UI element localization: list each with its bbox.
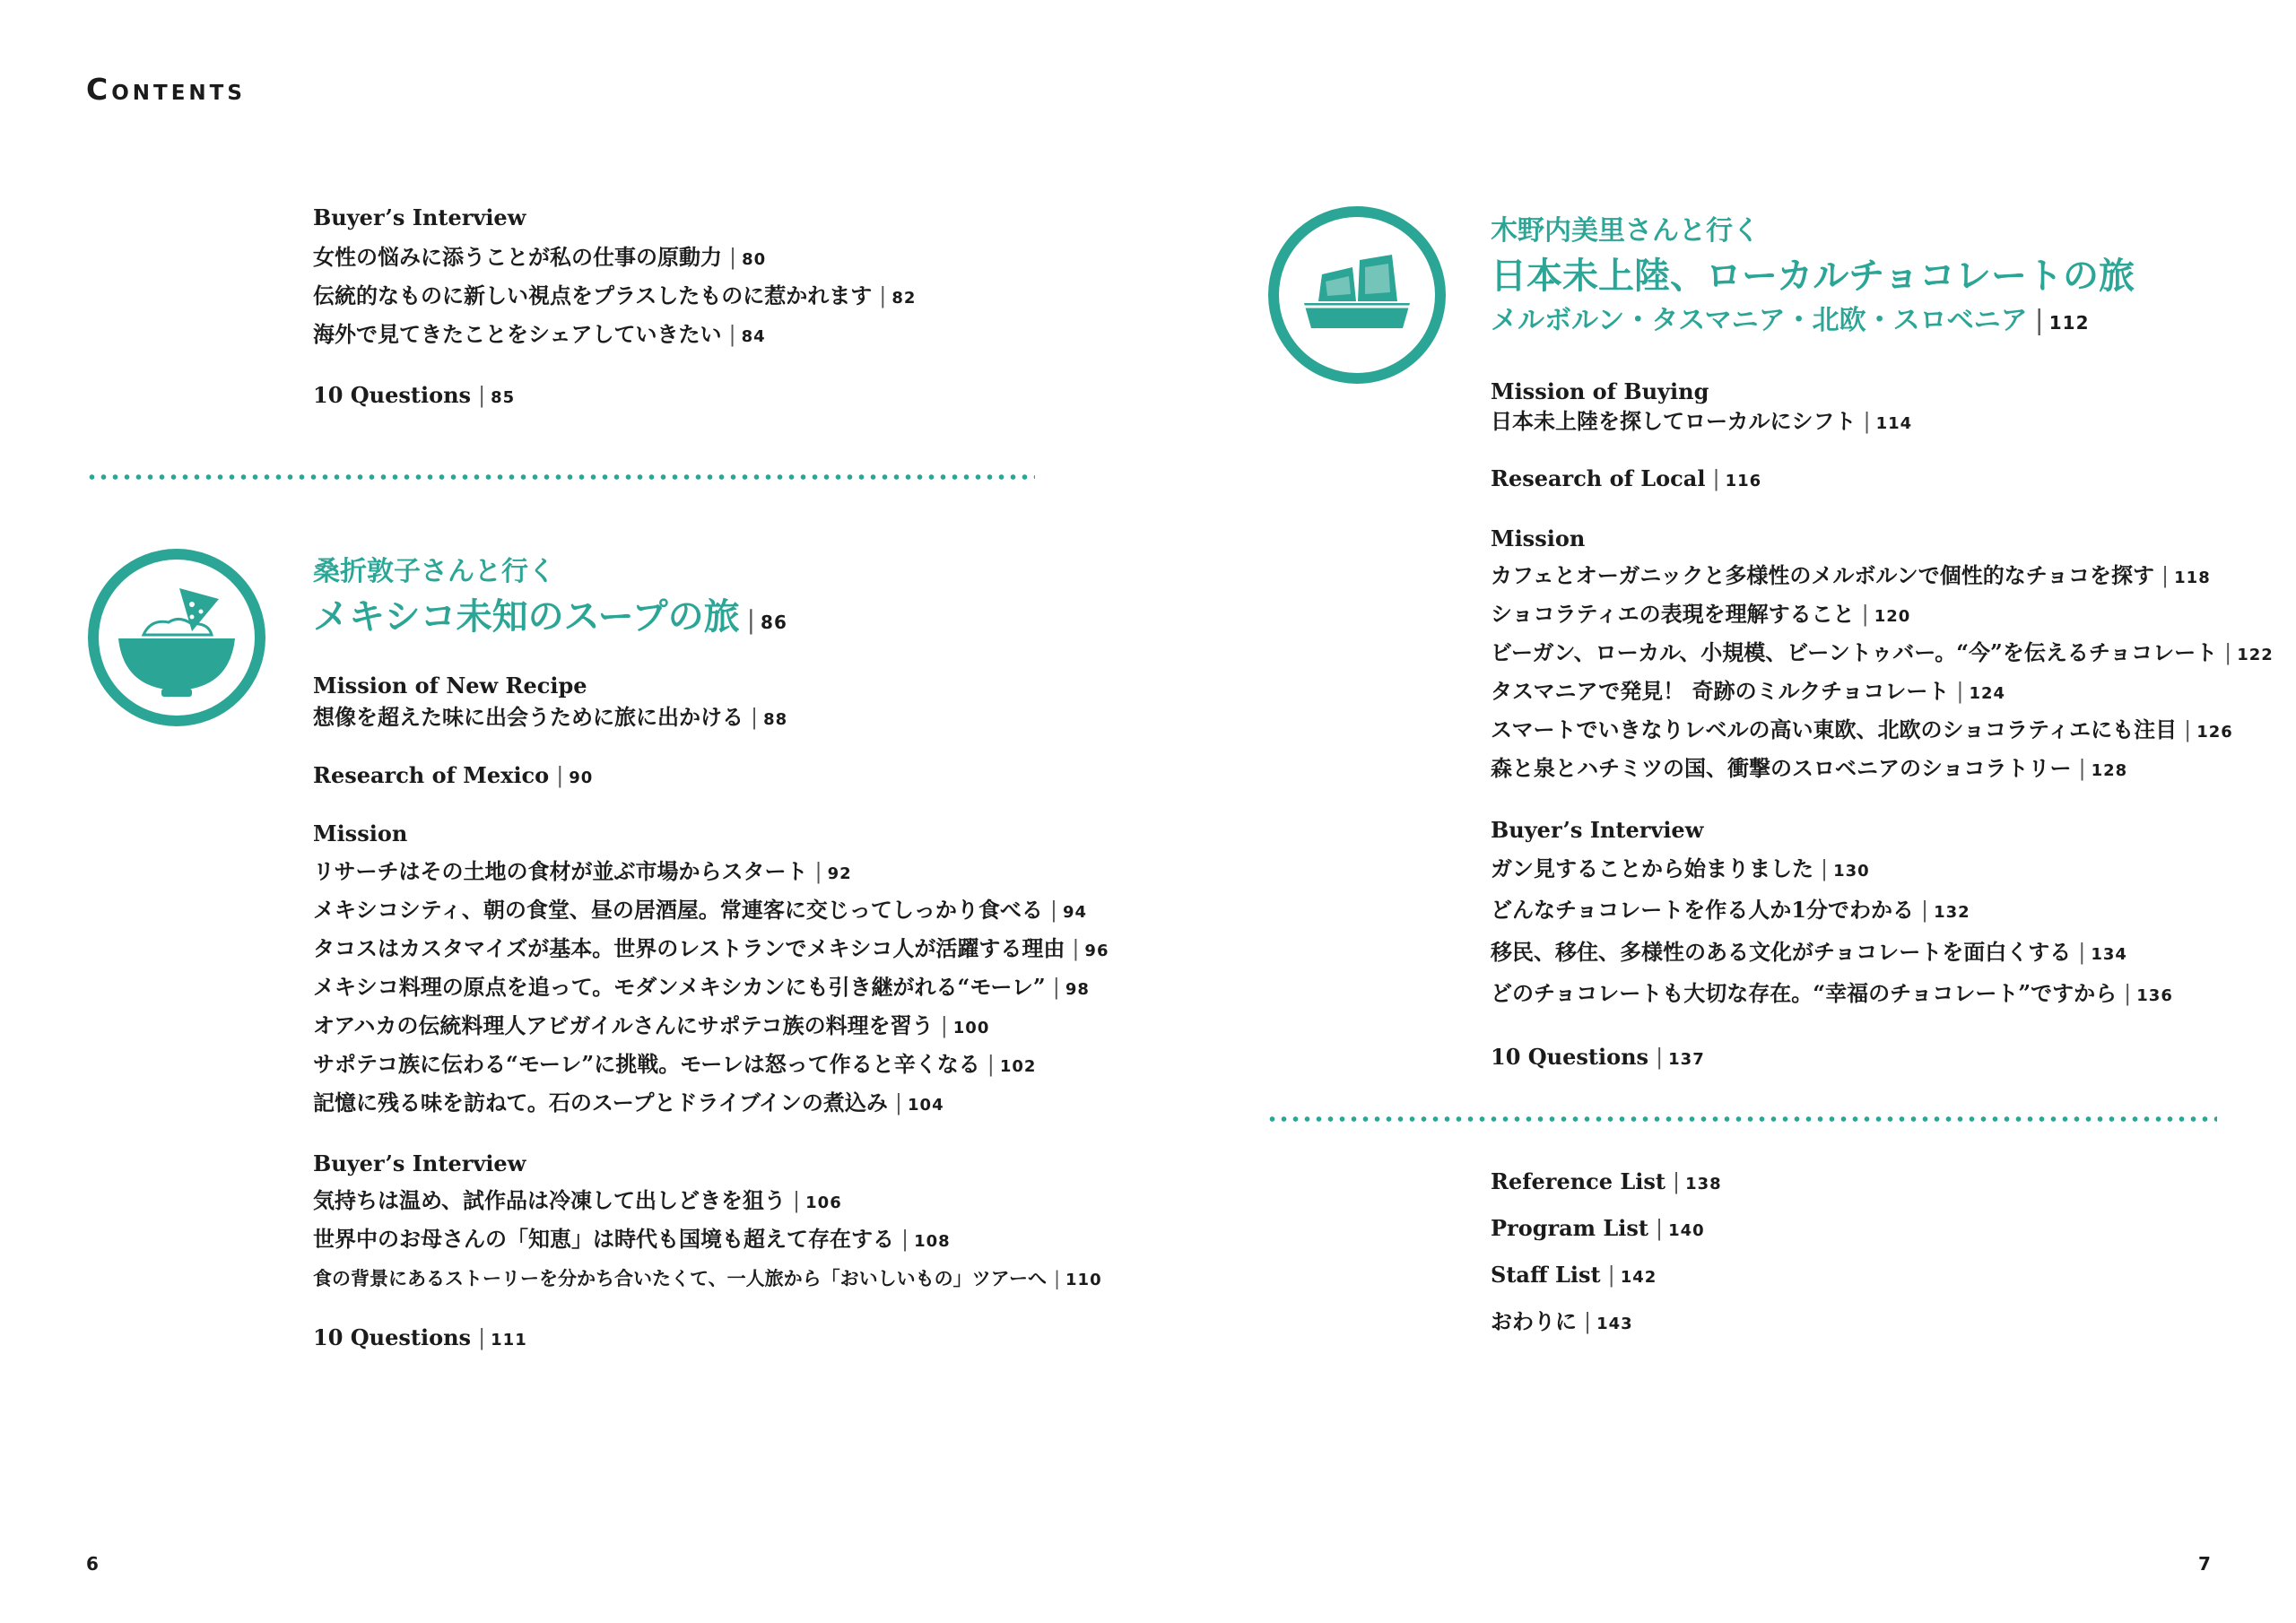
toc-entry[interactable]: 10 Questions | 137 bbox=[1491, 1044, 1705, 1070]
toc-entry[interactable]: Research of Local | 116 bbox=[1491, 465, 1762, 491]
mission-heading: Mission bbox=[1491, 525, 1586, 551]
toc-entry[interactable]: 女性の悩みに添うことが私の仕事の原動力 | 80 bbox=[313, 244, 767, 270]
toc-entry[interactable]: タコスはカスタマイズが基本。世界のレストランでメキシコ人が活躍する理由 | 96 bbox=[313, 935, 1109, 961]
toc-entry[interactable]: 食の背景にあるストーリーを分かち合いたくて、一人旅から「おいしいもの」ツアーへ | 110 bbox=[313, 1267, 1102, 1289]
toc-entry[interactable]: 気持ちは温め、試作品は冷凍して出しどきを狙う | 106 bbox=[313, 1187, 842, 1213]
toc-entry[interactable]: ショコラティエの表現を理解すること | 120 bbox=[1491, 601, 1911, 627]
toc-entry[interactable]: 想像を超えた味に出会うために旅に出かける | 88 bbox=[313, 704, 788, 730]
toc-entry[interactable]: 10 Questions | 85 bbox=[313, 382, 516, 408]
toc-entry[interactable]: 伝統的なものに新しい視点をプラスしたものに惹かれます | 82 bbox=[313, 282, 917, 308]
toc-entry[interactable]: 記憶に残る味を訪ねて。石のスープとドライブインの煮込み | 104 bbox=[313, 1089, 944, 1115]
toc-entry[interactable]: 日本未上陸を探してローカルにシフト | 114 bbox=[1491, 408, 1913, 434]
toc-entry[interactable]: サポテコ族に伝わる“モーレ”に挑戦。モーレは怒って作ると辛くなる | 102 bbox=[313, 1051, 1037, 1077]
page-number-right: 7 bbox=[2198, 1553, 2211, 1575]
toc-entry[interactable]: 10 Questions | 111 bbox=[313, 1324, 527, 1350]
mission-buying-heading: Mission of Buying bbox=[1491, 378, 1709, 404]
buyers-interview-heading: Buyer’s Interview bbox=[313, 204, 526, 230]
toc-entry[interactable]: どのチョコレートも大切な存在。“幸福のチョコレート”ですから | 136 bbox=[1491, 980, 2173, 1006]
toc-entry[interactable]: ガン見することから始まりました | 130 bbox=[1491, 855, 1870, 881]
toc-entry[interactable]: タスマニアで発見！ 奇跡のミルクチョコレート | 124 bbox=[1491, 678, 2006, 704]
chocolate-bar-icon bbox=[1266, 204, 1448, 386]
section-title[interactable]: メキシコ未知のスープの旅 | 86 bbox=[313, 595, 787, 638]
toc-entry[interactable]: Research of Mexico | 90 bbox=[313, 762, 594, 788]
toc-entry[interactable]: 移民、移住、多様性のある文化がチョコレートを面白くする | 134 bbox=[1491, 939, 2127, 965]
dotted-divider bbox=[86, 474, 1035, 480]
toc-entry[interactable]: メキシコシティ、朝の食堂、昼の居酒屋。常連客に交じってしっかり食べる | 94 bbox=[313, 897, 1087, 923]
toc-entry-reference-list[interactable]: Reference List | 138 bbox=[1491, 1168, 1722, 1194]
toc-entry[interactable]: カフェとオーガニックと多様性のメルボルンで個性的なチョコを探す | 118 bbox=[1491, 562, 2211, 588]
page-number-left: 6 bbox=[86, 1553, 99, 1575]
toc-entry-program-list[interactable]: Program List | 140 bbox=[1491, 1215, 1705, 1241]
toc-entry[interactable]: 森と泉とハチミツの国、衝撃のスロベニアのショコラトリー | 128 bbox=[1491, 755, 2128, 781]
section-places[interactable]: メルボルン・タスマニア・北欧・スロベニア | 112 bbox=[1491, 305, 2090, 336]
section-subtitle: 桑折敦子さんと行く bbox=[313, 556, 555, 587]
toc-entry[interactable]: 海外で見てきたことをシェアしていきたい | 84 bbox=[313, 321, 766, 347]
toc-entry[interactable]: メキシコ料理の原点を追って。モダンメキシカンにも引き継がれる“モーレ” | 98 bbox=[313, 974, 1090, 1000]
toc-entry[interactable]: リサーチはその土地の食材が並ぶ市場からスタート | 92 bbox=[313, 858, 852, 884]
toc-entry[interactable]: ビーガン、ローカル、小規模、ビーントゥバー。“今”を伝えるチョコレート | 122 bbox=[1491, 639, 2274, 665]
buyers-interview-heading: Buyer’s Interview bbox=[1491, 817, 1704, 843]
dotted-divider bbox=[1266, 1116, 2217, 1122]
contents-title: Contents bbox=[86, 72, 246, 107]
toc-entry[interactable]: どんなチョコレートを作る人か1分でわかる | 132 bbox=[1491, 897, 1970, 923]
section-title[interactable]: 日本未上陸、ローカルチョコレートの旅 bbox=[1491, 255, 2135, 297]
toc-entry[interactable]: スマートでいきなりレベルの高い東欧、北欧のショコラティエにも注目 | 126 bbox=[1491, 716, 2233, 742]
buyers-interview-heading: Buyer’s Interview bbox=[313, 1150, 526, 1176]
toc-entry-owarini[interactable]: おわりに | 143 bbox=[1491, 1308, 1633, 1334]
toc-entry-staff-list[interactable]: Staff List | 142 bbox=[1491, 1262, 1657, 1288]
mission-new-recipe-heading: Mission of New Recipe bbox=[313, 673, 587, 699]
toc-entry[interactable]: オアハカの伝統料理人アビガイルさんにサポテコ族の料理を習う | 100 bbox=[313, 1012, 990, 1038]
section-subtitle: 木野内美里さんと行く bbox=[1491, 215, 1760, 247]
soup-bowl-icon bbox=[86, 547, 267, 728]
toc-entry[interactable]: 世界中のお母さんの「知恵」は時代も国境も超えて存在する | 108 bbox=[313, 1226, 951, 1252]
mission-heading: Mission bbox=[313, 820, 408, 846]
